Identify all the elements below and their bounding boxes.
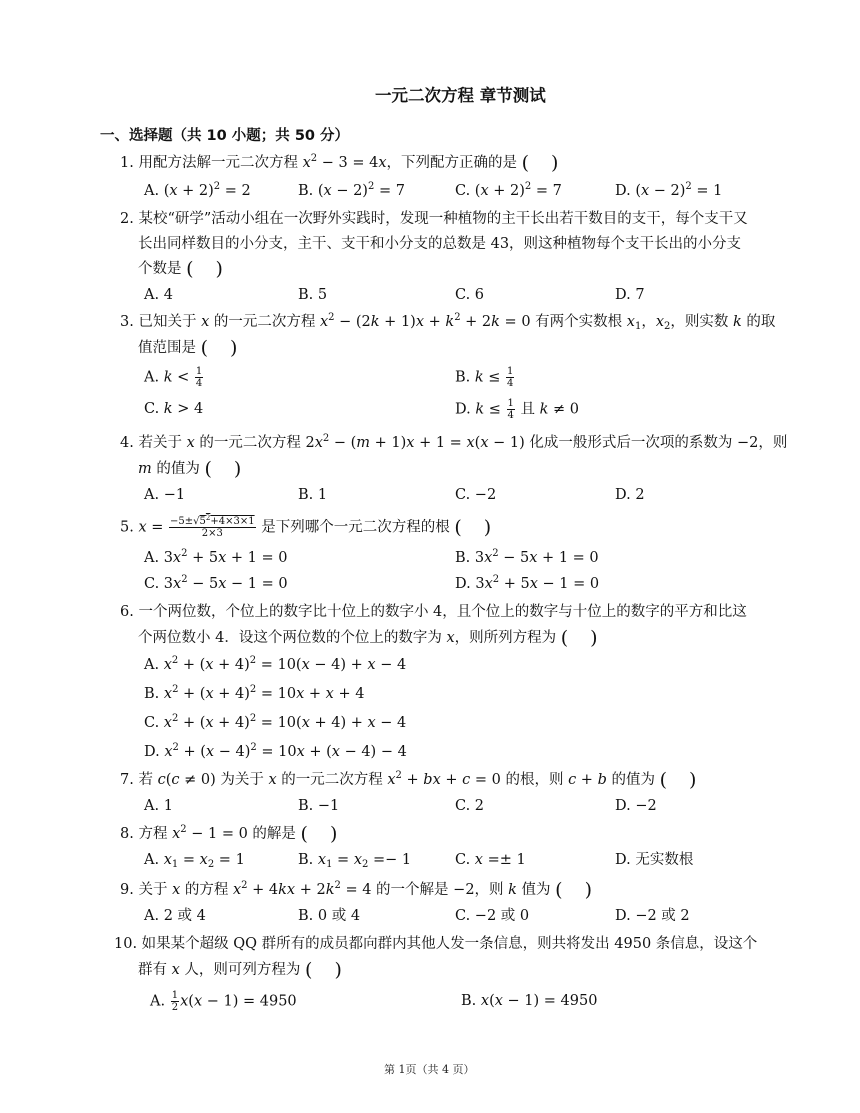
question-6-option-d: D. $x^2 + (x - 4)^2 = 10x + (x - 4) - 4$ [144, 742, 407, 760]
question-4-option-b: B. 1 [298, 487, 328, 503]
question-1-option-d: D. $(x - 2)^2 = 1$ [615, 181, 723, 199]
question-5-option-a: A. $3x^2 + 5x + 1 = 0$ [144, 548, 288, 566]
question-4-option-a: A. −1 [144, 487, 186, 503]
question-9-option-d: D. −2 或 2 [615, 908, 690, 924]
page-footer: 第 1页（共 4 页） [384, 1063, 475, 1076]
question-4-option-d: D. 2 [615, 487, 645, 503]
question-8-option-c: C. x =± 1 [455, 852, 526, 868]
question-5-option-d: D. $3x^2 + 5x - 1 = 0$ [455, 574, 600, 592]
question-7-stem: 7. 若 c(c ≠ 0) 为关于 x 的一元二次方程 $x^2$ + bx + c = 0 的根，则 c + b 的值为 ( ) [120, 769, 697, 791]
question-1-option-c: C. $(x + 2)^2 = 7$ [455, 181, 562, 199]
question-3-option-b: B. k ≤ $\frac{1}{4}$ [455, 366, 514, 389]
question-2-stem-line-2: 长出同样数目的小分支，主干、支干和小分支的总数是 43，则这种植物每个支干长出的小分支 [138, 236, 742, 252]
question-3-option-c: C. k > 4 [144, 401, 204, 417]
question-7-option-c: C. 2 [455, 798, 485, 814]
question-8-option-d: D. 无实数根 [615, 852, 694, 868]
question-2-option-c: C. 6 [455, 287, 485, 303]
section-heading: 一、选择题（共 10 小题；共 50 分） [100, 128, 350, 144]
question-8-option-a: A. $x_1 = x_2 = 1$ [144, 852, 245, 870]
question-6-stem-line-2: 个两位数小 4．设这个两位数的个位上的数字为 x，则所列方程为 ( ) [138, 627, 598, 649]
question-2-stem-line-1: 2. 某校“研学”活动小组在一次野外实践时，发现一种植物的主干长出若干数目的支干，每个支干又 [120, 211, 748, 227]
question-6-stem-line-1: 6. 一个两位数，个位上的数字比十位上的数字小 4，且个位上的数字与十位上的数字的平方和比这 [120, 604, 747, 620]
question-8-option-b: B. $x_1 = x_2 =- 1$ [298, 852, 412, 870]
question-1-option-b: B. $(x - 2)^2 = 7$ [298, 181, 405, 199]
question-4-option-c: C. −2 [455, 487, 497, 503]
question-3-stem-line-2: 值范围是 ( ) [138, 337, 238, 359]
question-2-option-a: A. 4 [144, 287, 173, 303]
question-9-option-b: B. 0 或 4 [298, 908, 361, 924]
question-9-option-c: C. −2 或 0 [455, 908, 530, 924]
question-4-stem-line-1: 4. 若关于 x 的一元二次方程 $2x^2 - (m + 1)x + 1 = x(x - 1)$ 化成一般形式后一次项的系数为 −2，则 [120, 433, 788, 451]
question-7-option-d: D. −2 [615, 798, 657, 814]
question-10-stem-line-1: 10. 如果某个超级 QQ 群所有的成员都向群内其他人发一条信息，则共将发出 4950 条信息，设这个 [114, 936, 758, 952]
question-9-option-a: A. 2 或 4 [144, 908, 206, 924]
question-5-option-c: C. $3x^2 - 5x - 1 = 0$ [144, 574, 288, 592]
question-8-stem: 8. 方程 $x^2 - 1 = 0$ 的解是 ( ) [120, 823, 338, 845]
page-title: 一元二次方程 章节测试 [375, 86, 546, 105]
question-3-option-a: A. k < $\frac{1}{4}$ [144, 366, 203, 389]
question-1-stem: 1. 用配方法解一元二次方程 $x^2 - 3 = 4x$，下列配方正确的是 ( ) [120, 152, 559, 174]
question-1-option-a: A. $(x + 2)^2 = 2$ [144, 181, 251, 199]
question-6-option-c: C. $x^2 + (x + 4)^2 = 10(x + 4) + x - 4$ [144, 713, 407, 731]
question-2-option-d: D. 7 [615, 287, 645, 303]
question-5-stem: 5. x = $\frac{-5\pm√5^2+4\times 3\times 1}{2\times 3}$ 是下列哪个一元二次方程的根 ( ) [120, 514, 492, 539]
question-10-option-a: A. $\frac{1}{2}$ x(x − 1) = 4950 [150, 990, 297, 1013]
question-7-option-a: A. 1 [144, 798, 173, 814]
question-2-option-b: B. 5 [298, 287, 328, 303]
question-6-option-a: A. $x^2 + (x + 4)^2 = 10(x - 4) + x - 4$ [144, 655, 407, 673]
question-9-stem: 9. 关于 x 的方程 $x^2 + 4kx + 2k^2 = 4$ 的一个解是 −2，则 k 值为 ( ) [120, 879, 593, 901]
question-4-stem-line-2: m 的值为 ( ) [138, 458, 242, 480]
question-3-stem-line-1: 3. 已知关于 x 的一元二次方程 $x^2 - (2k + 1)x + k^2 + 2k = 0$ 有两个实数根 $x_1$，$x_2$，则实数 k 的取 [120, 312, 776, 332]
question-5-option-b: B. $3x^2 - 5x + 1 = 0$ [455, 548, 599, 566]
question-10-option-b: B. x(x − 1) = 4950 [461, 993, 598, 1009]
question-10-stem-line-2: 群有 x 人，则可列方程为 ( ) [138, 959, 342, 981]
question-6-option-b: B. $x^2 + (x + 4)^2 = 10x + x + 4$ [144, 684, 365, 702]
question-3-option-d: D. k ≤ $\frac{1}{4}$ 且 k ≠ 0 [455, 398, 579, 421]
question-7-option-b: B. −1 [298, 798, 340, 814]
question-2-stem-line-3: 个数是 ( ) [138, 258, 223, 280]
